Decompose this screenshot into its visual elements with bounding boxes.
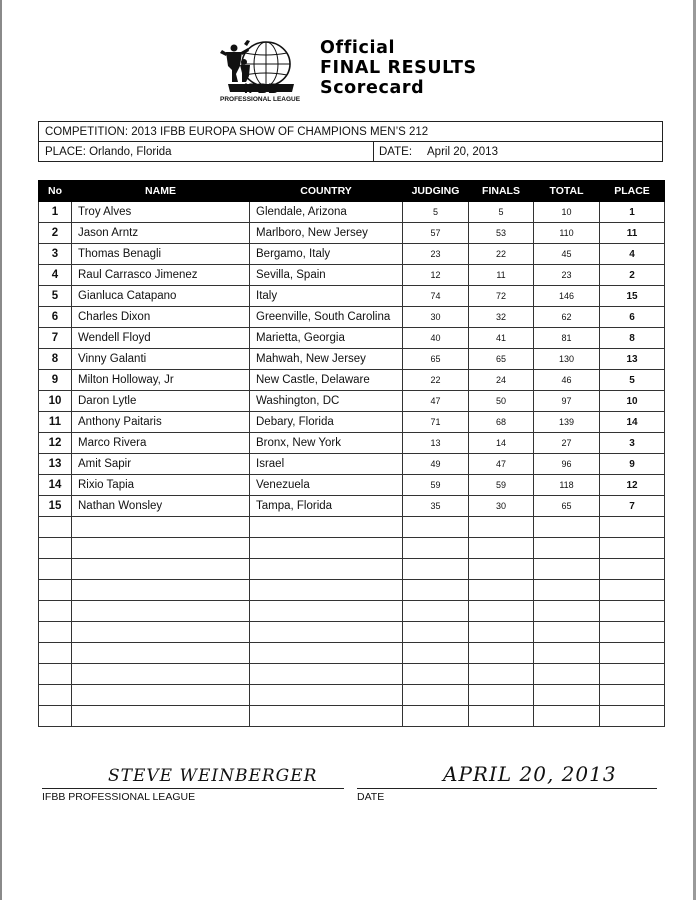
table-header-row [39,181,665,202]
empty-cell [534,685,600,706]
total-score: 146 [534,286,600,307]
competitor-country: Venezuela [250,475,403,496]
empty-cell [600,685,665,706]
empty-cell [534,559,600,580]
empty-cell [39,538,72,559]
judging-score: 22 [403,370,469,391]
empty-cell [469,601,534,622]
row-number: 9 [39,370,72,391]
row-number: 14 [39,475,72,496]
total-score: 46 [534,370,600,391]
handwritten-date: APRIL 20, 2013 [443,762,617,786]
finals-score: 41 [469,328,534,349]
empty-cell [403,622,469,643]
judging-score: 65 [403,349,469,370]
empty-cell [469,643,534,664]
title-line: FINAL RESULTS [320,58,477,78]
empty-cell [72,706,250,727]
document-title [320,38,477,98]
signature-caption: DATE [357,791,385,803]
row-number: 5 [39,286,72,307]
total-score: 81 [534,328,600,349]
column-header-judging: JUDGING [403,181,469,202]
competitor-country: New Castle, Delaware [250,370,403,391]
total-score: 27 [534,433,600,454]
empty-cell [534,601,600,622]
empty-cell [39,622,72,643]
signature-caption: IFBB PROFESSIONAL LEAGUE [42,791,196,803]
empty-table-row [39,622,665,643]
finals-score: 50 [469,391,534,412]
row-number: 3 [39,244,72,265]
column-header-country: COUNTRY [250,181,403,202]
row-number: 4 [39,265,72,286]
competitor-name: Gianluca Catapano [72,286,250,307]
empty-cell [469,622,534,643]
competitor-country: Debary, Florida [250,412,403,433]
empty-cell [72,517,250,538]
title-line: Scorecard [320,78,425,98]
empty-table-row [39,538,665,559]
competitor-country: Mahwah, New Jersey [250,349,403,370]
finals-score: 59 [469,475,534,496]
table-row [39,349,665,370]
empty-cell [403,664,469,685]
judging-score: 5 [403,202,469,223]
empty-cell [534,580,600,601]
empty-cell [600,601,665,622]
table-row [39,391,665,412]
column-header-no: No [39,181,72,202]
empty-cell [600,538,665,559]
column-header-finals: FINALS [469,181,534,202]
competitor-name: Marco Rivera [72,433,250,454]
empty-cell [250,538,403,559]
empty-table-row [39,664,665,685]
row-number: 13 [39,454,72,475]
empty-cell [403,685,469,706]
judging-score: 47 [403,391,469,412]
table-row [39,307,665,328]
competitor-country: Sevilla, Spain [250,265,403,286]
total-score: 10 [534,202,600,223]
column-header-total: TOTAL [534,181,600,202]
table-row [39,475,665,496]
total-score: 62 [534,307,600,328]
empty-cell [39,643,72,664]
empty-cell [469,685,534,706]
row-number: 15 [39,496,72,517]
competitor-country: Washington, DC [250,391,403,412]
final-place: 9 [600,454,665,475]
final-place: 4 [600,244,665,265]
judging-score: 12 [403,265,469,286]
empty-cell [403,601,469,622]
row-number: 1 [39,202,72,223]
finals-score: 5 [469,202,534,223]
signature-line [42,788,344,789]
final-place: 12 [600,475,665,496]
empty-cell [250,559,403,580]
empty-cell [600,643,665,664]
finals-score: 68 [469,412,534,433]
finals-score: 72 [469,286,534,307]
empty-cell [72,559,250,580]
empty-cell [72,685,250,706]
empty-cell [469,580,534,601]
date-label: DATE: [379,146,413,158]
date-signature-block [357,760,657,810]
total-score: 96 [534,454,600,475]
empty-cell [39,685,72,706]
empty-cell [72,601,250,622]
empty-cell [250,517,403,538]
empty-cell [250,643,403,664]
results-table [38,180,665,727]
final-place: 13 [600,349,665,370]
final-place: 15 [600,286,665,307]
title-line: Official [320,38,396,58]
competitor-name: Thomas Benagli [72,244,250,265]
competitor-name: Nathan Wonsley [72,496,250,517]
empty-cell [403,706,469,727]
total-score: 97 [534,391,600,412]
competitor-name: Troy Alves [72,202,250,223]
empty-cell [72,643,250,664]
empty-table-row [39,580,665,601]
competitor-country: Israel [250,454,403,475]
competitor-country: Bergamo, Italy [250,244,403,265]
empty-cell [250,685,403,706]
empty-cell [39,601,72,622]
finals-score: 47 [469,454,534,475]
total-score: 110 [534,223,600,244]
final-place: 8 [600,328,665,349]
table-row [39,223,665,244]
competitor-country: Tampa, Florida [250,496,403,517]
competitor-name: Vinny Galanti [72,349,250,370]
empty-cell [469,559,534,580]
table-row [39,412,665,433]
total-score: 139 [534,412,600,433]
empty-cell [469,706,534,727]
empty-cell [600,664,665,685]
total-score: 130 [534,349,600,370]
empty-cell [600,706,665,727]
row-number: 2 [39,223,72,244]
empty-cell [600,580,665,601]
finals-score: 22 [469,244,534,265]
row-number: 8 [39,349,72,370]
finals-score: 53 [469,223,534,244]
table-row [39,496,665,517]
total-score: 118 [534,475,600,496]
finals-score: 14 [469,433,534,454]
finals-score: 65 [469,349,534,370]
table-row [39,286,665,307]
place-date-row [39,142,662,162]
competitor-country: Marlboro, New Jersey [250,223,403,244]
competition-info-box [38,121,663,162]
final-place: 3 [600,433,665,454]
empty-table-row [39,685,665,706]
final-place: 14 [600,412,665,433]
competition-text: COMPETITION: 2013 IFBB EUROPA SHOW OF CHAMPIONS MEN’S 212 [45,126,429,138]
empty-cell [72,580,250,601]
final-place: 6 [600,307,665,328]
official-signature: STEVE WEINBERGER [108,766,318,786]
empty-cell [600,622,665,643]
finals-score: 32 [469,307,534,328]
final-place: 2 [600,265,665,286]
column-header-name: NAME [72,181,250,202]
logo-subtext: PROFESSIONAL LEAGUE [220,96,301,103]
empty-cell [72,664,250,685]
empty-table-row [39,517,665,538]
empty-cell [534,538,600,559]
table-row [39,328,665,349]
total-score: 23 [534,265,600,286]
empty-cell [600,517,665,538]
column-header-place: PLACE [600,181,665,202]
competitor-country: Marietta, Georgia [250,328,403,349]
empty-cell [250,601,403,622]
competitor-name: Jason Arntz [72,223,250,244]
empty-cell [403,580,469,601]
competition-row [39,122,662,142]
row-number: 12 [39,433,72,454]
final-place: 10 [600,391,665,412]
finals-score: 30 [469,496,534,517]
empty-cell [534,664,600,685]
table-row [39,370,665,391]
judging-score: 30 [403,307,469,328]
row-number: 6 [39,307,72,328]
table-row [39,265,665,286]
table-row [39,454,665,475]
empty-cell [534,643,600,664]
empty-cell [403,538,469,559]
empty-cell [403,517,469,538]
finals-score: 24 [469,370,534,391]
page-edge [0,0,2,900]
empty-cell [469,664,534,685]
judging-score: 35 [403,496,469,517]
empty-cell [250,622,403,643]
empty-cell [39,706,72,727]
competitor-name: Anthony Paitaris [72,412,250,433]
judging-score: 71 [403,412,469,433]
competitor-country: Bronx, New York [250,433,403,454]
empty-cell [250,664,403,685]
empty-table-row [39,601,665,622]
row-number: 10 [39,391,72,412]
row-number: 11 [39,412,72,433]
table-row [39,202,665,223]
empty-table-row [39,706,665,727]
empty-table-row [39,559,665,580]
empty-cell [72,622,250,643]
judging-score: 49 [403,454,469,475]
competitor-country: Italy [250,286,403,307]
competitor-name: Charles Dixon [72,307,250,328]
final-place: 1 [600,202,665,223]
empty-cell [534,706,600,727]
judging-score: 57 [403,223,469,244]
empty-cell [250,580,403,601]
final-place: 5 [600,370,665,391]
place-text: PLACE: Orlando, Florida [45,146,172,158]
judging-score: 23 [403,244,469,265]
total-score: 45 [534,244,600,265]
empty-cell [469,517,534,538]
judging-score: 40 [403,328,469,349]
final-place: 11 [600,223,665,244]
empty-cell [72,538,250,559]
empty-cell [39,664,72,685]
ifbb-logo [214,40,300,108]
empty-cell [403,559,469,580]
official-signature-block [42,760,344,810]
finals-score: 11 [469,265,534,286]
table-row [39,244,665,265]
judging-score: 59 [403,475,469,496]
competitor-name: Rixio Tapia [72,475,250,496]
date-value: April 20, 2013 [427,146,498,158]
signature-line [357,788,657,789]
judging-score: 13 [403,433,469,454]
final-place: 7 [600,496,665,517]
empty-cell [469,538,534,559]
empty-table-row [39,643,665,664]
empty-cell [403,643,469,664]
competitor-country: Glendale, Arizona [250,202,403,223]
table-row [39,433,665,454]
scorecard-header [214,38,514,108]
divider [373,142,374,162]
competitor-name: Amit Sapir [72,454,250,475]
empty-cell [534,622,600,643]
total-score: 65 [534,496,600,517]
empty-cell [600,559,665,580]
competitor-name: Daron Lytle [72,391,250,412]
results-body [39,202,665,727]
empty-cell [534,517,600,538]
row-number: 7 [39,328,72,349]
empty-cell [39,517,72,538]
competitor-name: Milton Holloway, Jr [72,370,250,391]
competitor-country: Greenville, South Carolina [250,307,403,328]
empty-cell [39,559,72,580]
logo-wordmark: IFBB [244,80,279,96]
empty-cell [39,580,72,601]
competitor-name: Wendell Floyd [72,328,250,349]
competitor-name: Raul Carrasco Jimenez [72,265,250,286]
empty-cell [250,706,403,727]
judging-score: 74 [403,286,469,307]
